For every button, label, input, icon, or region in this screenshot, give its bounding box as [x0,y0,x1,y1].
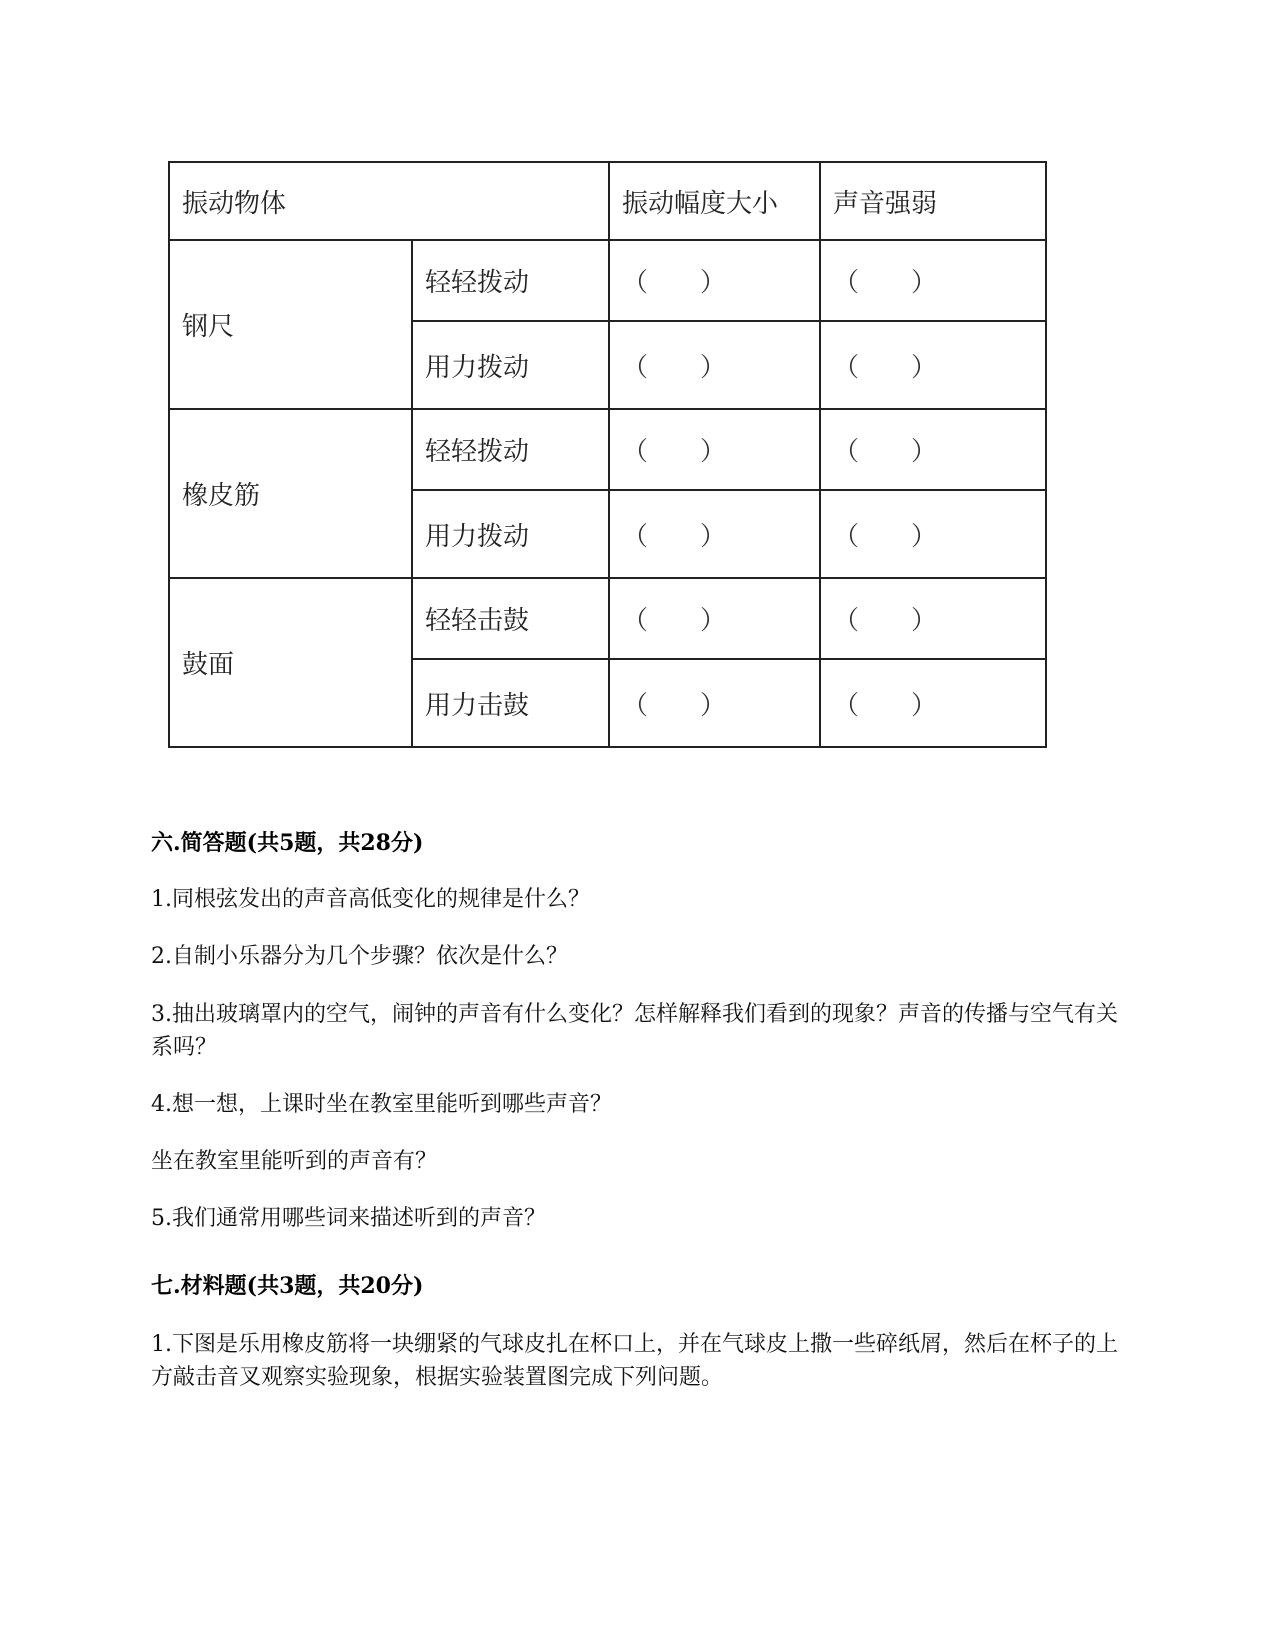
loudness-blank[interactable] [820,490,1046,578]
vibration-sound-table [168,161,1047,748]
material-question-1: 1.下图是乐用橡皮筋将一块绷紧的气球皮扎在杯口上，并在气球皮上撒一些碎纸屑，然后在杯子的上方敲击音叉观察实验现象，根据实验装置图完成下列问题。 [151,1332,1118,1390]
blank-parentheses [833,431,937,468]
close-paren: ） [699,352,726,383]
amplitude-blank[interactable] [609,490,820,578]
header-amplitude: 振动幅度大小 [609,162,820,240]
question-4-followup: 坐在教室里能听到的声音有？ [151,1149,438,1174]
table-row [169,409,1046,490]
amplitude-blank[interactable] [609,409,820,490]
open-paren: （ [622,268,649,298]
blank-parentheses [833,685,937,722]
close-paren: ） [910,606,937,636]
loudness-blank[interactable] [820,321,1046,409]
open-paren: （ [622,352,649,383]
section-six-title: 六.简答题(共5题，共28分) [151,830,424,856]
loudness-blank[interactable] [820,409,1046,490]
blank-parentheses [622,262,726,299]
blank-parentheses [833,347,937,384]
action-cell: 轻轻拨动 [412,240,609,321]
table-row [169,578,1046,659]
close-paren: ） [910,268,937,298]
close-paren: ） [699,437,726,467]
open-paren: （ [622,521,649,552]
open-paren: （ [833,521,860,552]
blank-parentheses [622,685,726,722]
blank-parentheses [833,600,937,637]
open-paren: （ [622,690,649,721]
close-paren: ） [699,690,726,721]
object-name-cell: 钢尺 [169,240,412,409]
table-row [169,240,1046,321]
question-4: 4.想一想，上课时坐在教室里能听到哪些声音？ [151,1092,612,1117]
open-paren: （ [622,606,649,636]
action-cell: 用力拨动 [412,321,609,409]
object-name-cell: 鼓面 [169,578,412,747]
header-vibrating-object: 振动物体 [169,162,609,240]
close-paren: ） [699,521,726,552]
object-name-cell: 橡皮筋 [169,409,412,578]
close-paren: ） [910,521,937,552]
amplitude-blank[interactable] [609,578,820,659]
action-cell: 用力拨动 [412,490,609,578]
close-paren: ） [699,268,726,298]
close-paren: ） [699,606,726,636]
amplitude-blank[interactable] [609,321,820,409]
blank-parentheses [833,516,937,553]
table-header-row [169,162,1046,240]
loudness-blank[interactable] [820,578,1046,659]
experiment-table-container [168,161,1047,748]
blank-parentheses [622,347,726,384]
open-paren: （ [833,352,860,383]
question-1: 1.同根弦发出的声音高低变化的规律是什么？ [151,887,590,912]
question-3: 3.抽出玻璃罩内的空气，闹钟的声音有什么变化？怎样解释我们看到的现象？声音的传播与空气有关系吗？ [151,1002,1118,1060]
blank-parentheses [622,516,726,553]
amplitude-blank[interactable] [609,240,820,321]
blank-parentheses [622,431,726,468]
open-paren: （ [833,606,860,636]
close-paren: ） [910,352,937,383]
action-cell: 用力击鼓 [412,659,609,747]
action-cell: 轻轻拨动 [412,409,609,490]
open-paren: （ [833,437,860,467]
loudness-blank[interactable] [820,659,1046,747]
close-paren: ） [910,690,937,721]
action-cell: 轻轻击鼓 [412,578,609,659]
open-paren: （ [833,690,860,721]
open-paren: （ [622,437,649,467]
question-5: 5.我们通常用哪些词来描述听到的声音？ [151,1206,546,1231]
loudness-blank[interactable] [820,240,1046,321]
blank-parentheses [622,600,726,637]
close-paren: ） [910,437,937,467]
blank-parentheses [833,262,937,299]
amplitude-blank[interactable] [609,659,820,747]
header-loudness: 声音强弱 [820,162,1046,240]
question-2: 2.自制小乐器分为几个步骤？依次是什么？ [151,944,568,969]
open-paren: （ [833,268,860,298]
section-seven-title: 七.材料题(共3题，共20分) [151,1273,424,1299]
